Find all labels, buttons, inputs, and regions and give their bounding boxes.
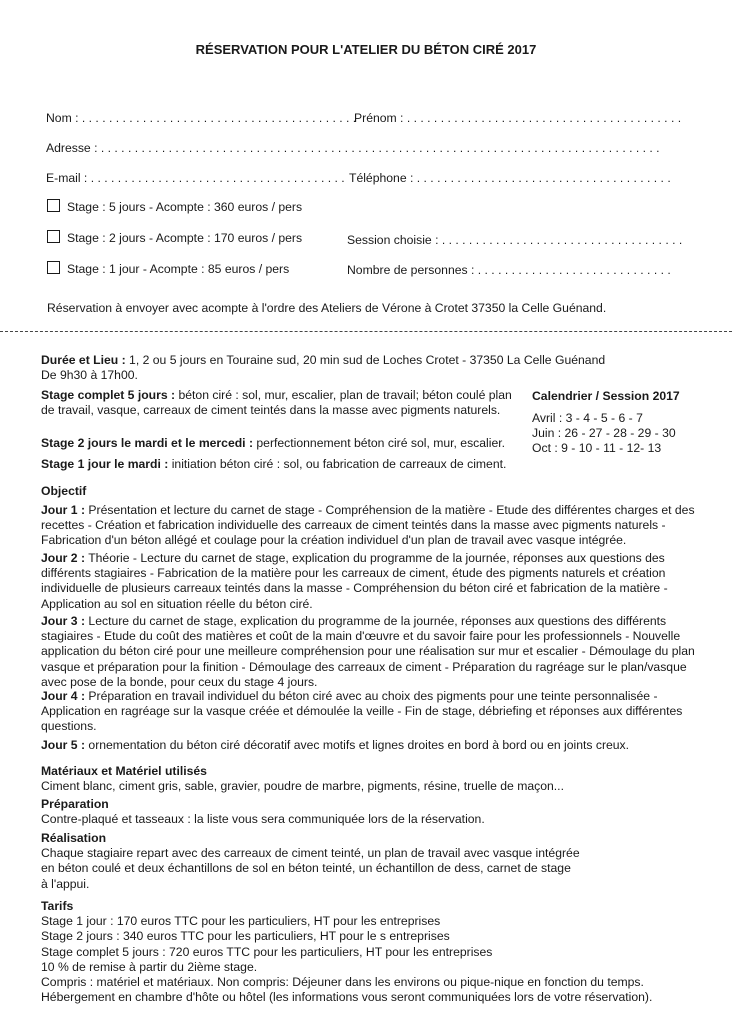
stage1-option-label: Stage : 1 jour - Acompte : 85 euros / pers [67,262,290,276]
objectif-title: Objectif [41,484,87,498]
jour1 [41,503,701,549]
jour5-label: Jour 5 : [41,738,86,752]
page-title: RÉSERVATION POUR L'ATELIER DU BÉTON CIRÉ 2017 [195,42,537,57]
materiaux-title: Matériaux et Matériel utilisés [41,764,207,778]
realisation-line1: Chaque stagiaire repart avec des carreaux de ciment teinté, un plan de travail avec vasque intégrée [41,846,580,861]
preparation-section [41,797,701,827]
prenom-field[interactable]: Prénom : . . . . . . . . . . . . . . . . . . . . . . . . . . . . . . . . . . . . . . . . . [354,111,682,125]
stage1-label: Stage 1 jour le mardi : [41,457,169,471]
jour4 [41,689,701,735]
tarifs-title: Tarifs [41,899,74,913]
materiaux-text: Ciment blanc, ciment gris, sable, gravier, poudre de marbre, pigments, résine, truelle de maçon... [41,779,564,794]
stage5-checkbox[interactable] [47,199,60,212]
tarifs-line: Stage 2 jours : 340 euros TTC pour les particuliers, HT pour le s entreprises [41,929,450,944]
jour5-text: ornementation du béton ciré décoratif avec motifs et lignes droites en bord à bord ou en joints creux. [85,738,630,752]
adresse-field[interactable]: Adresse : . . . . . . . . . . . . . . . . . . . . . . . . . . . . . . . . . . . . . . . . . . . . . . . . . . . . . . . . . . . . . . . . . . . . . . . . . . . . . . . . . . . [46,141,660,155]
session-field[interactable]: Session choisie : . . . . . . . . . . . . . . . . . . . . . . . . . . . . . . . . . . . . [347,233,683,247]
jour3-label: Jour 3 : [41,614,86,628]
email-field[interactable]: E-mail : . . . . . . . . . . . . . . . . . . . . . . . . . . . . . . . . . . . . . . [46,171,345,185]
jour2 [41,551,701,612]
telephone-field[interactable]: Téléphone : . . . . . . . . . . . . . . . . . . . . . . . . . . . . . . . . . . . . . . [349,171,671,185]
tarifs-line: 10 % de remise à partir du 2ième stage. [41,959,258,974]
realisation-title: Réalisation [41,831,107,845]
stage2-text: perfectionnement béton ciré sol, mur, escalier. [253,436,506,450]
personnes-field[interactable]: Nombre de personnes : . . . . . . . . . . . . . . . . . . . . . . . . . . . . . [347,263,671,277]
materiaux-section [41,764,701,794]
jour1-text: Présentation et lecture du carnet de stage - Compréhension de la matière - Etude des différentes charges et des recettes - Création et fabrication individuelle des carreaux de ciment teintés dans la masse avec pigments naturels - Fabrication d'un béton allégé et coulage pour la création individuel d'un plan de travail avec vasque intégrée. [41,503,695,548]
duree-label: Durée et Lieu : [41,353,126,367]
realisation-line2: en béton coulé et deux échantillons de sol en béton teinté, un échantillon de dess, carnet de stage [41,861,571,876]
stage1-description [41,457,561,472]
tarifs-line: Stage 1 jour : 170 euros TTC pour les particuliers, HT pour les entreprises [41,914,441,929]
jour3-text: Lecture du carnet de stage, explication du programme de la journée, réponses aux questions des différents stagiaires - Etude du coût des matières et coût de la main d'œuvre et du savoir faire pour les professionnels - Nouvelle application du béton ciré pour une meilleure compréhension pour une réalisation sur mur et escalier - Démoulage du plan vasque et préparation pour la finition - Démoulage des carreaux de ciment - Préparation du ragréage sur le plan/vasque avec pose de la bonde, pour ceux du stage 4 jours. [41,614,695,689]
preparation-title: Préparation [41,797,109,811]
duree-text: 1, 2 ou 5 jours en Touraine sud, 20 min sud de Loches Crotet - 37350 La Celle Guénand [125,353,606,367]
calendrier-oct: Oct : 9 - 10 - 11 - 12- 13 [532,441,662,455]
jour1-label: Jour 1 : [41,503,86,517]
tarifs-section [41,899,701,1005]
horaires: De 9h30 à 17h00. [41,368,138,383]
stage5-text: béton ciré : sol, mur, escalier, plan de travail; béton coulé plan de travail, vasque, carreaux de ciment teintés dans la masse avec pigments naturels. [41,388,512,418]
jour3 [41,614,701,690]
tarifs-line: Stage complet 5 jours : 720 euros TTC pour les particuliers, HT pour les entreprises [41,944,493,959]
stage2-checkbox[interactable] [47,230,60,243]
stage5-description [41,388,516,418]
stage1-text: initiation béton ciré : sol, ou fabrication de carreaux de ciment. [168,457,507,471]
jour2-text: Théorie - Lecture du carnet de stage, explication du programme de la journée, réponses aux questions des différents stagiaires - Fabrication de la matière pour les carreaux de ciment, étude des pigments naturels et création individuelle de plusieurs carreaux teintés dans la masse - Compréhension du béton ciré et fabrication de la matière - Application au sol en situation réelle du béton ciré. [41,551,668,611]
stage5-label: Stage complet 5 jours : [41,388,176,402]
nom-field[interactable]: Nom : . . . . . . . . . . . . . . . . . . . . . . . . . . . . . . . . . . . . . . . . . [46,111,357,125]
stage2-option-label: Stage : 2 jours - Acompte : 170 euros / pers [67,231,303,245]
stage2-label: Stage 2 jours le mardi et le mercedi : [41,436,254,450]
jour4-text: Préparation en travail individuel du béton ciré avec au choix des pigments pour une teinte personnalisée - Application en ragréage sur la vasque créée et démoulée la veille - Fin de stage, débriefing et réponses aux différentes questions. [41,689,683,734]
envoi-note: Réservation à envoyer avec acompte à l'ordre des Ateliers de Vérone à Crotet 37350 la Celle Guénand. [47,301,607,315]
cut-line [0,331,732,332]
jour2-label: Jour 2 : [41,551,86,565]
preparation-text: Contre-plaqué et tasseaux : la liste vous sera communiquée lors de la réservation. [41,812,485,827]
calendrier-avril: Avril : 3 - 4 - 5 - 6 - 7 [532,411,643,425]
stage5-option-label: Stage : 5 jours - Acompte : 360 euros / pers [67,200,303,214]
calendrier-juin: Juin : 26 - 27 - 28 - 29 - 30 [532,426,676,440]
jour5 [41,738,701,753]
tarifs-line: Hébergement en chambre d'hôte ou hôtel (les informations vous seront communiquées lors de votre réservation). [41,990,653,1005]
realisation-section [41,831,701,892]
calendrier-title: Calendrier / Session 2017 [532,389,680,403]
jour4-label: Jour 4 : [41,689,86,703]
realisation-line3: à l'appui. [41,876,90,891]
duree-lieu [41,353,681,383]
tarifs-line: Compris : matériel et matériaux. Non compris: Déjeuner dans les environs ou pique-nique en fonction du temps. [41,975,644,990]
stage1-checkbox[interactable] [47,261,60,274]
stage2-description [41,436,521,451]
